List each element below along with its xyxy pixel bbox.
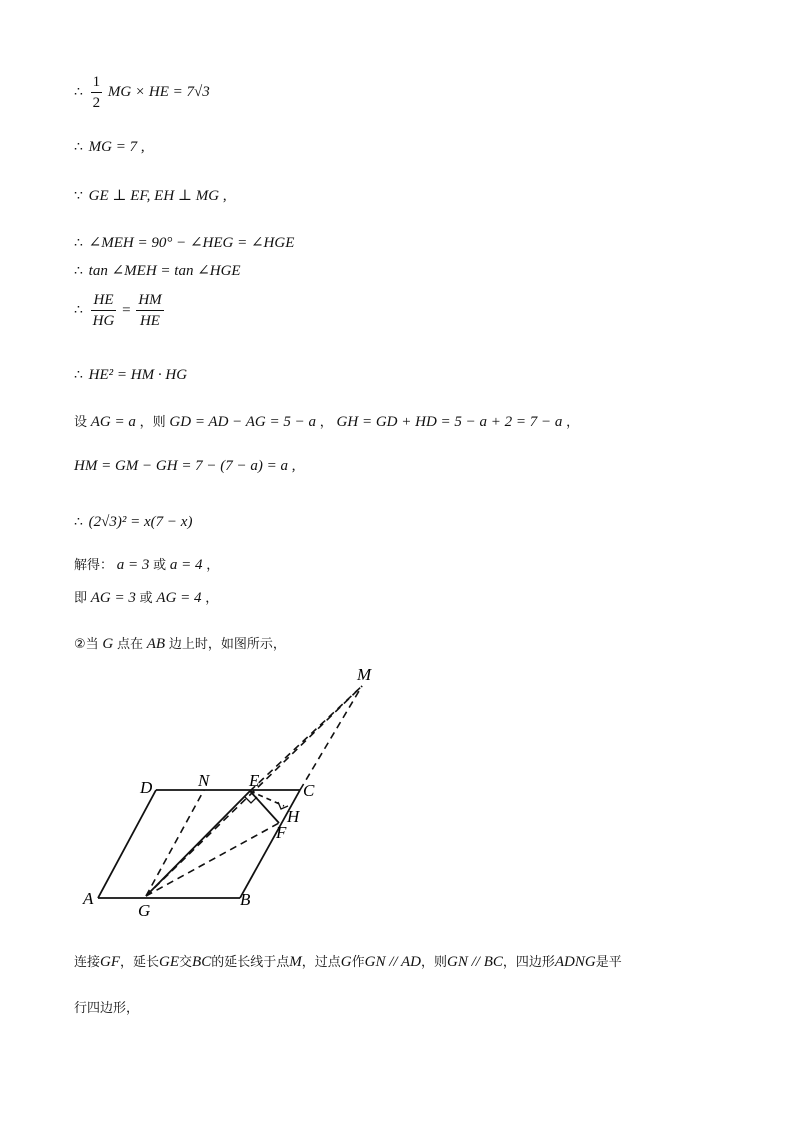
equation-line-12 bbox=[74, 588, 218, 609]
equation-expression: BC bbox=[192, 954, 212, 970]
equation-expression: GN // BC bbox=[447, 954, 503, 970]
equation-expression: M bbox=[289, 954, 302, 970]
text-segment: ，过点 bbox=[301, 955, 341, 970]
equation-expression: GN // AD bbox=[364, 954, 422, 970]
equation-line-11 bbox=[74, 555, 219, 576]
fraction-denominator: HE bbox=[139, 313, 160, 329]
explanation-paragraph-continued bbox=[74, 998, 734, 1019]
label-g: G bbox=[138, 901, 151, 920]
equation-expression: HM = GM − GH = 7 − (7 − a) = a bbox=[74, 458, 289, 474]
because-symbol: ∵ bbox=[74, 189, 83, 204]
therefore-symbol: ∴ bbox=[74, 236, 83, 251]
text-segment: 交 bbox=[179, 955, 193, 970]
label-a: A bbox=[83, 889, 94, 908]
equation-line-10 bbox=[74, 512, 192, 533]
equation-expression: tan ∠MEH = tan ∠HGE bbox=[88, 263, 241, 279]
therefore-symbol: ∴ bbox=[74, 140, 83, 155]
therefore-symbol: ∴ bbox=[74, 515, 83, 530]
punctuation: , bbox=[222, 188, 227, 204]
segment-gn-dashed bbox=[146, 790, 204, 896]
text-segment: 边上时，如图所示， bbox=[168, 637, 286, 652]
equation-expression: ∠MEH = 90° − ∠HEG = ∠HGE bbox=[88, 235, 295, 251]
equation-expression: G bbox=[102, 636, 114, 652]
label-h: H bbox=[287, 807, 300, 826]
label-f: F bbox=[276, 823, 287, 842]
fraction-denominator: HG bbox=[92, 313, 115, 329]
label-c: C bbox=[303, 781, 315, 800]
segment-ef bbox=[250, 791, 279, 823]
fraction-one-half bbox=[91, 72, 103, 113]
label-b: B bbox=[240, 890, 251, 909]
text-segment: ②当 bbox=[74, 637, 99, 652]
equation-expression: ADNG bbox=[554, 954, 596, 970]
text-segment: 设 bbox=[74, 415, 88, 430]
equation-expression: GH = GD + HD = 5 − a + 2 = 7 − a bbox=[336, 414, 563, 430]
text-segment: 或 bbox=[153, 558, 167, 573]
equation-line-3 bbox=[74, 186, 227, 207]
equation-expression: AG = a bbox=[90, 414, 136, 430]
equation-line-13 bbox=[74, 634, 286, 655]
text-segment: ，则 bbox=[139, 415, 166, 430]
text-segment: 的延长线于点 bbox=[211, 955, 290, 970]
fraction-numerator: 1 bbox=[91, 72, 103, 93]
therefore-symbol: ∴ bbox=[74, 264, 83, 279]
equation-expression: AG = 3 bbox=[90, 590, 136, 606]
text-segment: ， bbox=[319, 415, 333, 430]
equation-line-7 bbox=[74, 365, 187, 386]
equation-expression: a = 3 bbox=[116, 557, 150, 573]
equation-expression: HE² = HM · HG bbox=[88, 367, 188, 383]
equation-line-4 bbox=[74, 233, 294, 254]
label-d: D bbox=[140, 778, 153, 797]
segment-cm-dashed bbox=[300, 686, 362, 790]
text-segment: 即 bbox=[74, 591, 88, 606]
explanation-paragraph bbox=[74, 952, 734, 973]
fraction-denominator: 2 bbox=[92, 95, 101, 111]
fraction-numerator: HM bbox=[136, 290, 163, 311]
equation-line-1 bbox=[74, 72, 210, 113]
equation-expression: MG = 7 bbox=[88, 139, 138, 155]
equation-line-2 bbox=[74, 137, 145, 158]
equals-sign: = bbox=[122, 302, 131, 319]
text-segment: 是平 bbox=[595, 955, 622, 970]
text-segment: ，延长 bbox=[120, 955, 160, 970]
fraction-numerator: HE bbox=[91, 290, 117, 311]
text-segment: 点在 bbox=[117, 637, 144, 652]
fraction-hm-over-he bbox=[136, 290, 163, 331]
text-segment: 作 bbox=[351, 955, 365, 970]
equation-expression: GF bbox=[100, 954, 121, 970]
punctuation: , bbox=[291, 458, 296, 474]
label-e: E bbox=[249, 771, 260, 790]
equation-expression: AB bbox=[146, 636, 166, 652]
segment-gm-dashed bbox=[146, 686, 362, 896]
equation-line-5 bbox=[74, 261, 241, 282]
fraction-he-over-hg bbox=[91, 290, 117, 331]
equation-line-6 bbox=[74, 290, 166, 331]
equation-line-8 bbox=[74, 412, 579, 433]
equation-expression: GE bbox=[159, 954, 180, 970]
text-segment: ， bbox=[566, 415, 580, 430]
equation-expression: MG × HE = 7√3 bbox=[107, 83, 210, 100]
text-segment: ，则 bbox=[421, 955, 448, 970]
equation-expression: a = 4 bbox=[169, 557, 203, 573]
segment-ge bbox=[146, 791, 250, 896]
therefore-symbol: ∴ bbox=[74, 368, 83, 383]
therefore-symbol: ∴ bbox=[74, 302, 83, 318]
punctuation: , bbox=[140, 139, 145, 155]
geometry-figure bbox=[78, 660, 398, 920]
segment-ad bbox=[98, 790, 156, 898]
equation-expression: (2√3)² = x(7 − x) bbox=[88, 514, 193, 530]
therefore-symbol: ∴ bbox=[74, 84, 83, 100]
equation-expression: AG = 4 bbox=[156, 590, 202, 606]
text-segment: ， bbox=[206, 558, 220, 573]
text-segment: 连接 bbox=[74, 955, 101, 970]
text-segment: ， bbox=[205, 591, 219, 606]
text-segment: ，四边形 bbox=[502, 955, 555, 970]
equation-expression: GE ⊥ EF, EH ⊥ MG bbox=[88, 188, 220, 204]
text-segment: 或 bbox=[139, 591, 153, 606]
equation-line-9 bbox=[74, 456, 296, 476]
text-segment: 解得： bbox=[74, 558, 114, 573]
equation-expression: GD = AD − AG = 5 − a bbox=[169, 414, 317, 430]
text-segment: 行四边形， bbox=[74, 1001, 140, 1016]
label-m: M bbox=[357, 665, 372, 684]
right-angle-mark-e bbox=[245, 797, 257, 803]
label-n: N bbox=[198, 771, 210, 790]
equation-expression: G bbox=[340, 954, 352, 970]
